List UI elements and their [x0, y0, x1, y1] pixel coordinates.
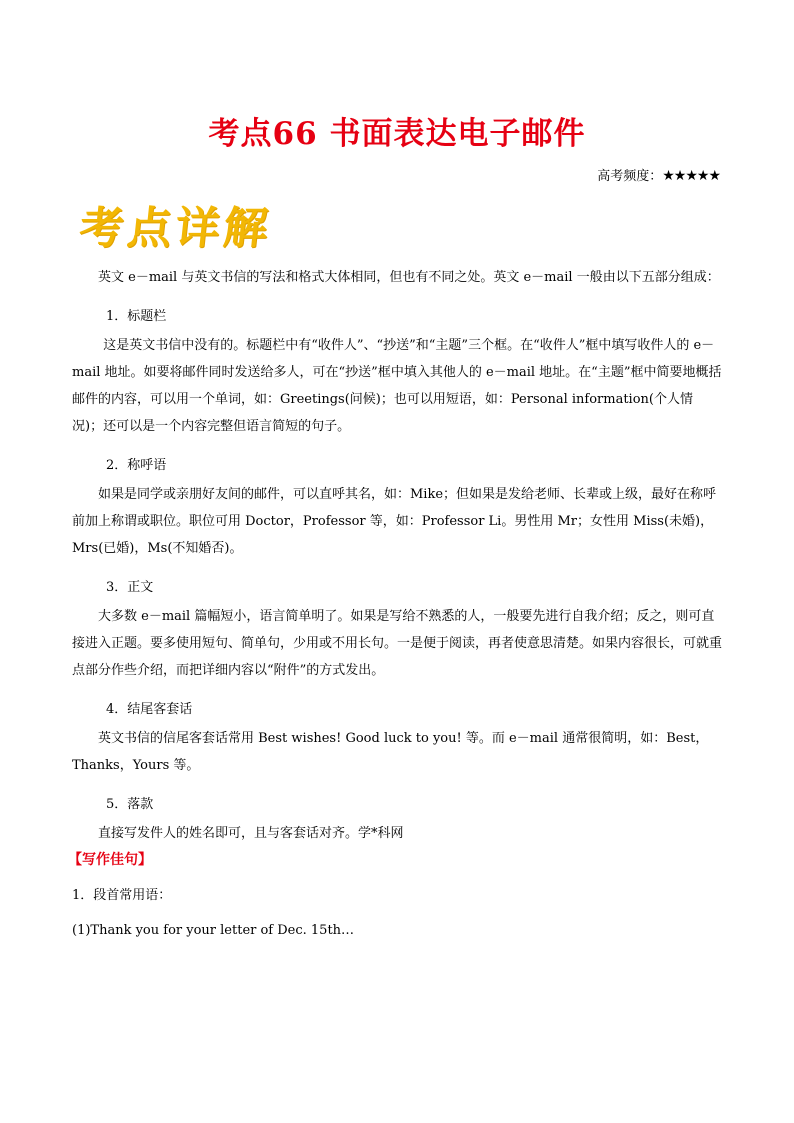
part-body: 英文书信的信尾客套话常用 Best wishes! Good luck to you! 等。而 e－mail 通常很简明，如：Best，Thanks，Yours 等。 [72, 731, 709, 773]
writing-sub-heading: 1．段首常用语： [72, 888, 172, 903]
section-heading: 考点详解 [76, 203, 275, 254]
writing-section-heading: 【写作佳句】 [68, 852, 152, 868]
part-heading: 3．正文 [106, 580, 154, 595]
part-body: 如果是同学或亲朋好友间的邮件，可以直呼其名，如：Mike；但如果是发给老师、长辈或上级，最好在称呼前加上称谓或职位。职位可用 Doctor，Professor 等，如：Professor Li。男性用 Mr；女性用 Miss(未婚)，Mrs(已婚)，Ms(不知婚否)。 [72, 487, 717, 556]
part-heading: 5．落款 [106, 797, 154, 812]
part-heading: 1．标题栏 [106, 309, 167, 324]
part-body: 直接写发件人的姓名即可，且与客套话对齐。学*科网 [98, 826, 404, 841]
part-body: 这是英文书信中没有的。标题栏中有“收件人”、“抄送”和“主题”三个框。在“收件人”框中填写收件人的 e－mail 地址。如要将邮件同时发送给多人，可在“抄送”框中填入其他人的 e－mail 地址。在“主题”框中简要地概括邮件的内容，可以用一个单词，如：Greetings(问候)；也可以用短语，如：Personal information(个人情况)；还可以是一个内容完整但语言简短的句子。 [72, 338, 722, 434]
star-rating-icon: ★★★★★ [662, 168, 720, 184]
part-heading: 4．结尾客套话 [106, 702, 193, 717]
writing-item: (1)Thank you for your letter of Dec. 15th… [72, 923, 355, 938]
frequency-label: 高考频度： [597, 169, 663, 184]
part-heading: 2．称呼语 [106, 458, 167, 473]
page-title: 考点66 书面表达电子邮件 [208, 116, 586, 152]
main-content [68, 264, 723, 944]
part-body: 大多数 e－mail 篇幅短小，语言简单明了。如果是写给不熟悉的人，一般要先进行自我介绍；反之，则可直接进入正题。要多使用短句、简单句，少用或不用长句。一是便于阅读，再者使意思清楚。如果内容很长，可就重点部分作些介绍，而把详细内容以“附件”的方式发出。 [72, 609, 723, 678]
intro-paragraph: 英文 e－mail 与英文书信的写法和格式大体相同，但也有不同之处。英文 e－mail 一般由以下五部分组成： [98, 270, 720, 285]
frequency-rating [597, 165, 720, 184]
